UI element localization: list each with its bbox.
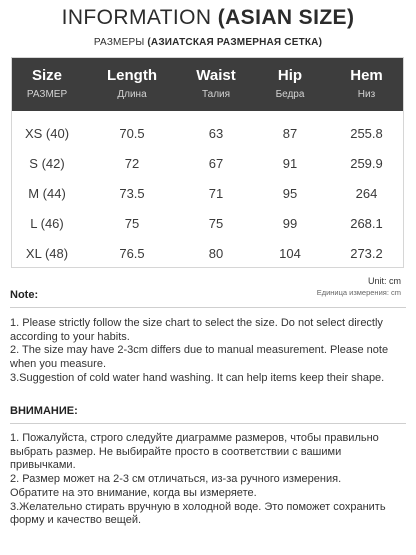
- header-waist-label: Waist: [196, 67, 236, 84]
- title-main: INFORMATION: [61, 6, 212, 29]
- header-hem-label-ru: Низ: [357, 89, 376, 100]
- cell-waist: 71: [208, 186, 224, 201]
- cell-size: S (42): [29, 156, 65, 171]
- cell-length: 76.5: [119, 246, 145, 261]
- note-line: according to your habits.: [10, 330, 130, 343]
- warning-line: 2. Размер может на 2-3 см отличаться, из-за ручного измерения.: [10, 473, 342, 486]
- header-size-label: Size: [31, 67, 62, 84]
- table-row: [12, 148, 403, 179]
- page-subtitle: [0, 37, 416, 48]
- cell-hip: 95: [282, 186, 298, 201]
- divider: [10, 423, 406, 424]
- cell-size: XL (48): [25, 246, 69, 261]
- cell-hip: 87: [282, 126, 298, 141]
- cell-hem: 259.9: [350, 156, 383, 171]
- warning-line: выбрать размер. Не выбирайте просто в соответствии с вашими: [10, 445, 342, 458]
- cell-length: 72: [124, 156, 140, 171]
- note-line: 1. Please strictly follow the size chart to select the size. Do not select directly: [10, 317, 383, 329]
- warning-heading: ВНИМАНИЕ:: [10, 405, 78, 417]
- note-line: 3.Suggestion of cold water hand washing. It can help items keep their shape.: [10, 371, 385, 384]
- cell-hem: 255.8: [350, 126, 383, 141]
- cell-length: 73.5: [119, 186, 145, 201]
- note-line: 2. The size may have 2-3cm differs due to manual measurement. Please note: [10, 344, 389, 357]
- unit-label: Unit: cm: [367, 276, 401, 286]
- cell-waist: 67: [208, 156, 224, 171]
- page-title: [0, 6, 416, 30]
- table-row: [12, 118, 403, 149]
- header-cell-hip: [250, 58, 330, 111]
- size-table-header: [12, 58, 403, 111]
- warning-line: 1. Пожалуйста, строго следуйте диаграмме размеров, чтобы правильно: [10, 432, 379, 444]
- warning-line: форму и качество вещей.: [10, 514, 142, 527]
- divider: [10, 307, 406, 308]
- table-row: [12, 208, 403, 239]
- header-length-label-ru: Длина: [117, 89, 147, 100]
- note-heading: Note:: [10, 289, 39, 301]
- header-length-label: Length: [107, 67, 157, 84]
- cell-hem: 273.2: [350, 246, 383, 261]
- cell-hip: 104: [279, 246, 301, 261]
- cell-hem: 268.1: [350, 216, 383, 231]
- header-waist-label-ru: Талия: [201, 89, 231, 100]
- warning-line: 3.Желательно стирать вручную в холодной воде. Это поможет сохранить: [10, 500, 386, 513]
- warning-line: привычками.: [10, 459, 76, 472]
- cell-hip: 91: [282, 156, 298, 171]
- table-row: [12, 178, 403, 209]
- cell-size: M (44): [28, 186, 66, 201]
- warning-text: [10, 432, 406, 528]
- header-cell-length: [82, 58, 182, 111]
- note-line: when you measure.: [10, 358, 106, 371]
- cell-hip: 99: [282, 216, 298, 231]
- cell-size: XS (40): [24, 126, 70, 141]
- cell-size: L (46): [30, 216, 64, 231]
- header-cell-hem: [330, 58, 403, 111]
- header-size-label-ru: РАЗМЕР: [26, 89, 68, 100]
- header-hip-label: Hip: [277, 67, 303, 84]
- subtitle-bold: (АЗИАТСКАЯ РАЗМЕРНАЯ СЕТКА): [147, 37, 323, 48]
- header-cell-waist: [182, 58, 250, 111]
- header-hip-label-ru: Бедра: [275, 89, 305, 100]
- note-text: [10, 317, 406, 386]
- cell-length: 75: [124, 216, 140, 231]
- cell-waist: 63: [208, 126, 224, 141]
- unit-label-ru: Единица измерения: cm: [316, 288, 401, 297]
- cell-length: 70.5: [119, 126, 145, 141]
- subtitle-main: РАЗМЕРЫ: [93, 37, 145, 48]
- header-cell-size: [12, 58, 82, 111]
- warning-line: Обратите на это внимание, когда вы измеряете.: [10, 486, 257, 499]
- cell-hem: 264: [355, 186, 378, 201]
- size-table: [11, 57, 404, 268]
- cell-waist: 80: [208, 246, 224, 261]
- header-hem-label: Hem: [350, 67, 383, 84]
- table-row: [12, 238, 403, 269]
- title-bold: (ASIAN SIZE): [217, 6, 355, 29]
- cell-waist: 75: [208, 216, 224, 231]
